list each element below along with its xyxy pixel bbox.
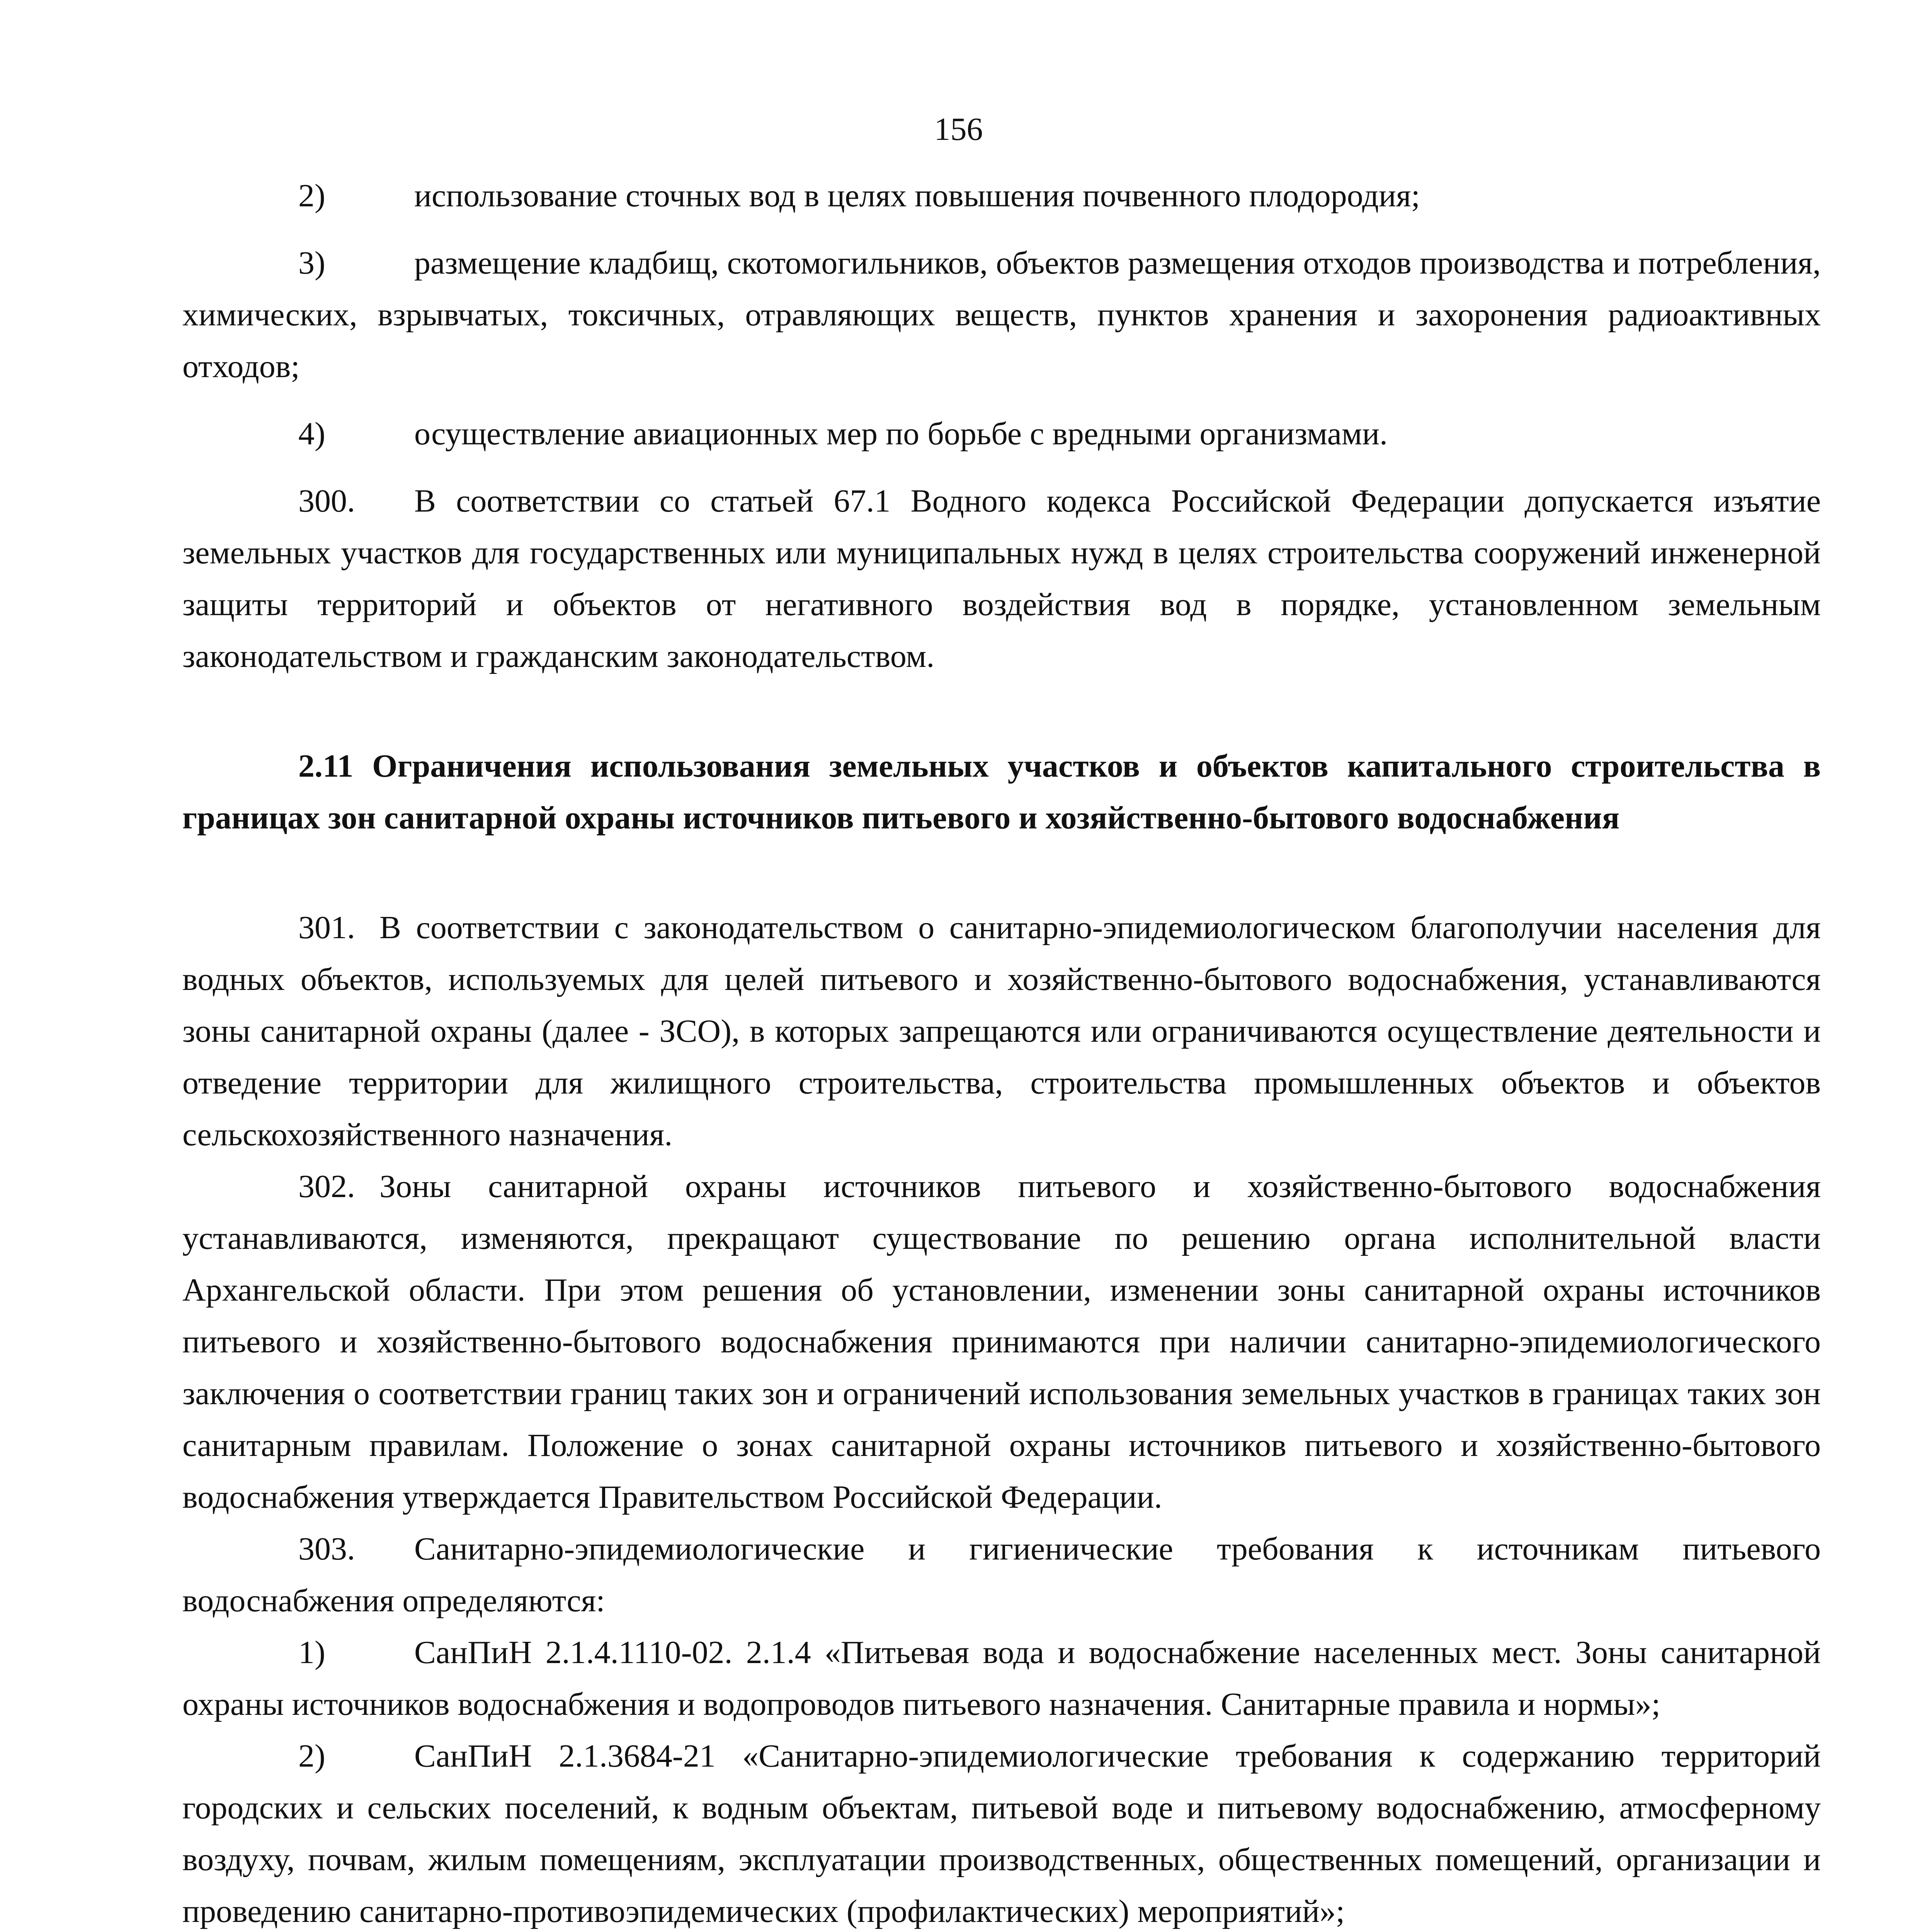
paragraph-text: В соответствии с законодательством о санитарно-эпидемиологическом благополучии населения для водных объектов, используемых для целей питьевого и хозяйственно-бытового водоснабжения, устанавливаются зоны санитарной охраны (далее - ЗСО), в которых запрещаются или ограничиваются осуществление деятельности и отведение территории для жилищного строительства, строительства промышленных объектов и объектов сельскохозяйственного назначения.	[182, 910, 1821, 1153]
paragraph-number: 301.	[298, 910, 355, 946]
paragraph-301	[182, 902, 1821, 1161]
list-item-text: осуществление авиационных мер по борьбе с вредными организмами.	[414, 416, 1388, 452]
paragraph-number: 303.	[298, 1531, 355, 1567]
paragraph-302	[182, 1161, 1821, 1523]
list-item	[182, 1730, 1821, 1932]
list-item-text: СанПиН 2.1.4.1110-02. 2.1.4 «Питьевая вода и водоснабжение населенных мест. Зоны санитарной охраны источников водоснабжения и водопроводов питьевого назначения. Санитарные правила и нормы»;	[182, 1634, 1821, 1722]
list-item-number: 1)	[298, 1634, 325, 1670]
list-item	[182, 170, 1821, 222]
paragraph-text: В соответствии со статьей 67.1 Водного кодекса Российской Федерации допускается изъятие земельных участков для государственных или муниципальных нужд в целях строительства сооружений инженерной защиты территорий и объектов от негативного воздействия вод в порядке, установленном земельным законодательством и гражданским законодательством.	[182, 483, 1821, 674]
list-item-text: размещение кладбищ, скотомогильников, объектов размещения отходов производства и потребления, химических, взрывчатых, токсичных, отравляющих веществ, пунктов хранения и захоронения радиоактивных отходов;	[182, 245, 1821, 384]
paragraph-text: Санитарно-эпидемиологические и гигиенические требования к источникам питьевого водоснабжения определяются:	[182, 1531, 1821, 1619]
list-item-text: использование сточных вод в целях повышения почвенного плодородия;	[414, 178, 1420, 214]
page-number: 156	[934, 111, 983, 147]
list-item-number: 2)	[298, 178, 325, 214]
paragraph-number: 302.	[298, 1168, 355, 1204]
list-item-number: 4)	[298, 416, 325, 452]
list-item	[182, 1627, 1821, 1730]
paragraph-300	[182, 475, 1821, 682]
section-heading: 2.11 Ограничения использования земельных участков и объектов капитального строительства в границах зон санитарной охраны источников питьевого и хозяйственно-бытового водоснабжения	[182, 748, 1821, 836]
list-item	[182, 237, 1821, 393]
list-item-text: СанПиН 2.1.3684-21 «Санитарно-эпидемиологические требования к содержанию территорий городских и сельских поселений, к водным объектам, питьевой воде и питьевому водоснабжению, атмосферному воздуху, почвам, жилым помещениям, эксплуатации производственных, общественных помещений, организации и проведению санитарно-противоэпидемических (профилактических) мероприятий»;	[182, 1738, 1821, 1929]
paragraph-text: Зоны санитарной охраны источников питьевого и хозяйственно-бытового водоснабжения устанавливаются, изменяются, прекращают существование по решению органа исполнительной власти Архангельской области. При этом решения об установлении, изменении зоны санитарной охраны источников питьевого и хозяйственно-бытового водоснабжения принимаются при наличии санитарно-эпидемиологического заключения о соответствии границ таких зон и ограничений использования земельных участков в границах таких зон санитарным правилам. Положение о зонах санитарной охраны источников питьевого и хозяйственно-бытового водоснабжения утверждается Правительством Российской Федерации.	[182, 1168, 1821, 1515]
list-item	[182, 408, 1821, 460]
paragraph-number: 300.	[298, 483, 355, 519]
list-item-number: 2)	[298, 1738, 325, 1774]
list-item-number: 3)	[298, 245, 325, 281]
paragraph-303	[182, 1523, 1821, 1627]
page-content	[182, 170, 1821, 1932]
